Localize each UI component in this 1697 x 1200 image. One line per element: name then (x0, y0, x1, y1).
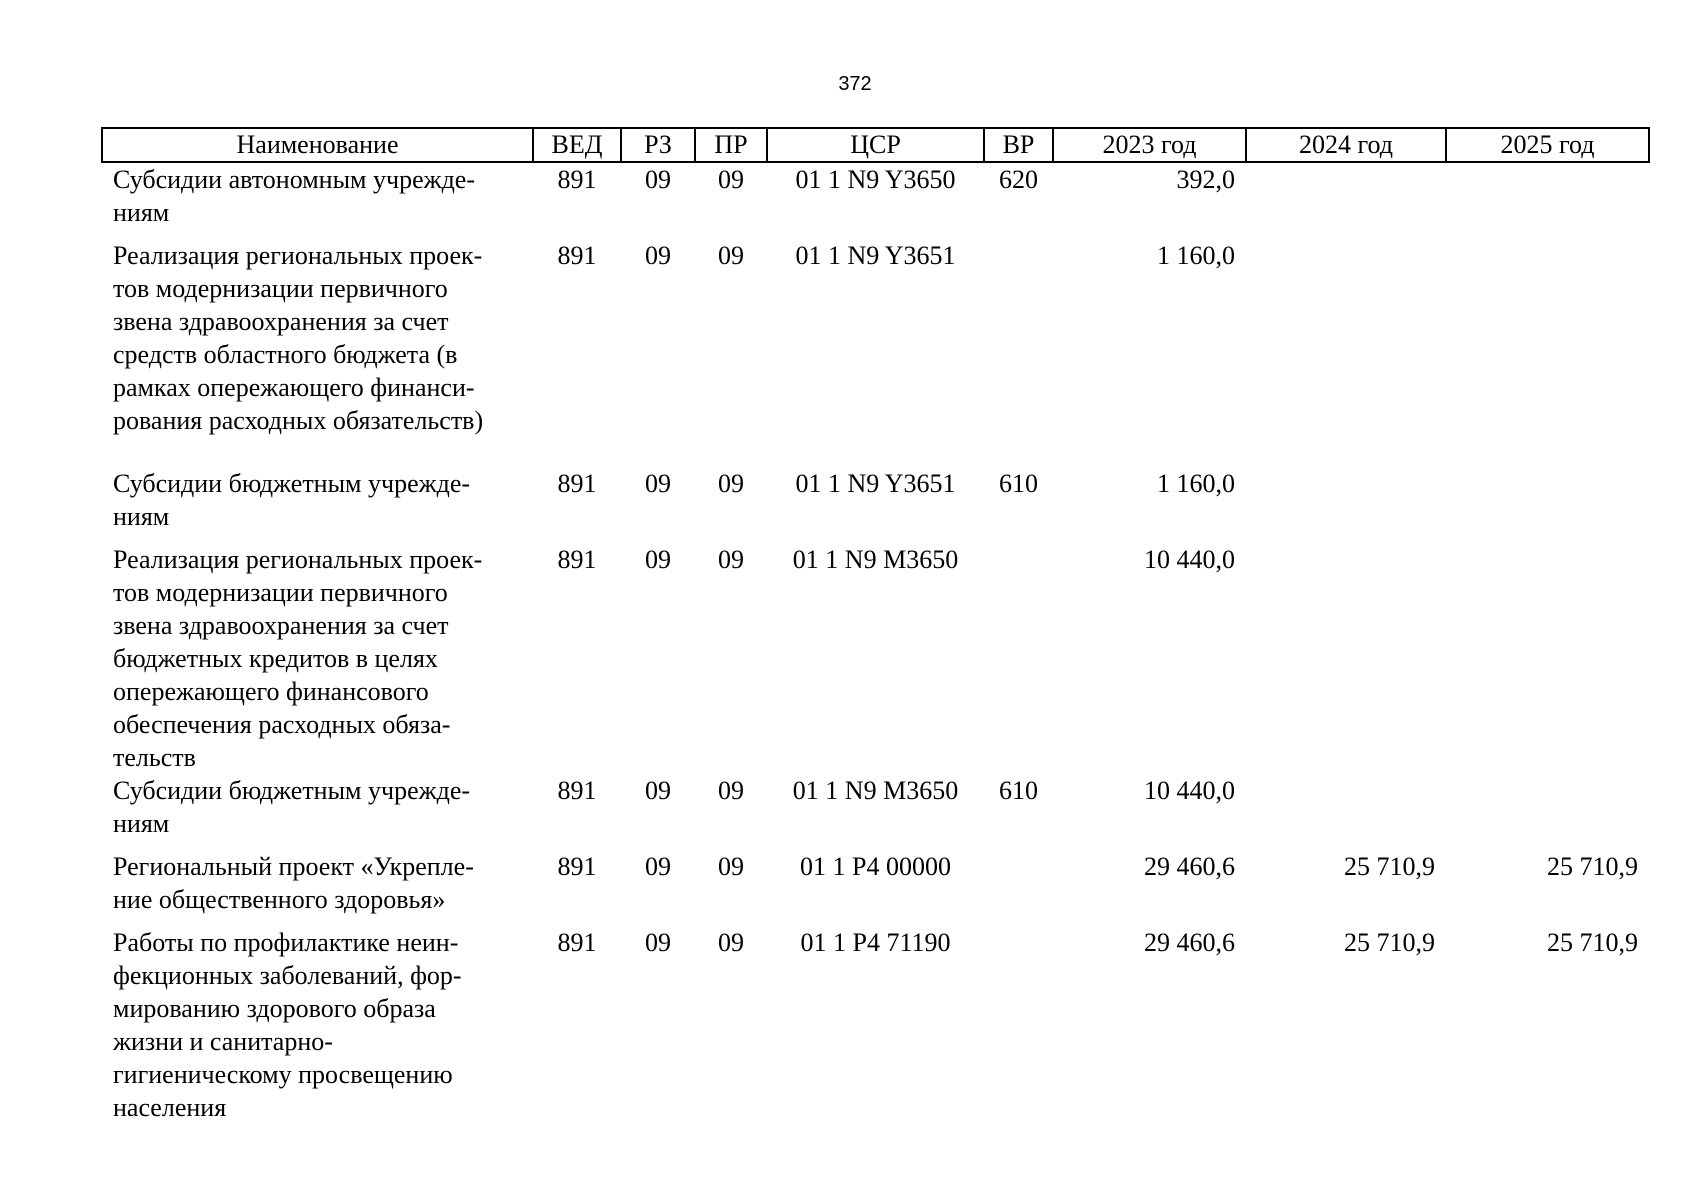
row-2025: 25 710,9 (1547, 928, 1638, 957)
row-2023: 1 160,0 (1157, 241, 1235, 270)
table-row (102, 850, 1649, 926)
row-vr: 610 (999, 776, 1038, 805)
row-rz: 09 (645, 469, 671, 498)
row-2025 (1446, 239, 1649, 467)
row-2023: 10 440,0 (1144, 776, 1235, 805)
row-2025: 25 710,9 (1547, 852, 1638, 881)
row-vr (984, 239, 1053, 467)
row-rz: 09 (645, 241, 671, 270)
row-name: Субсидии автономным учрежде- ниям (113, 165, 475, 227)
row-csr: 01 1 N9 Y3650 (795, 165, 956, 194)
header-rz: РЗ (621, 128, 695, 162)
row-2024 (1246, 162, 1446, 239)
row-csr: 01 1 P4 00000 (800, 852, 951, 881)
row-pr: 09 (718, 852, 744, 881)
row-2024: 25 710,9 (1344, 852, 1435, 881)
row-2023: 392,0 (1176, 165, 1235, 194)
row-2024 (1246, 774, 1446, 850)
row-vr: 620 (999, 165, 1038, 194)
row-name: Реализация региональных проек- тов модернизации первичного звена здравоохранения за счет средств областного бюджета (в рамках опережающего финанси- рования расходных обязательств) (113, 241, 484, 435)
header-vr: ВР (984, 128, 1053, 162)
row-ved: 891 (557, 852, 597, 881)
row-2023: 10 440,0 (1144, 545, 1235, 574)
row-2023: 29 460,6 (1144, 928, 1235, 957)
row-name: Региональный проект «Укрепле- ние общественного здоровья» (113, 852, 474, 914)
table-row (102, 774, 1649, 850)
row-2024 (1246, 543, 1446, 774)
row-2025 (1446, 543, 1649, 774)
row-ved: 891 (557, 776, 597, 805)
header-pr: ПР (695, 128, 767, 162)
row-csr: 01 1 N9 M3650 (792, 776, 959, 805)
row-csr: 01 1 N9 Y3651 (795, 469, 956, 498)
table-row (102, 543, 1649, 774)
row-vr (984, 926, 1053, 1124)
table-header-row (102, 128, 1649, 162)
row-vr: 610 (999, 469, 1038, 498)
table-row (102, 926, 1649, 1124)
row-ved: 891 (557, 928, 597, 957)
row-ved: 891 (557, 545, 597, 574)
row-ved: 891 (557, 241, 597, 270)
header-2025: 2025 год (1446, 128, 1649, 162)
row-csr: 01 1 P4 71190 (800, 928, 951, 957)
row-name: Реализация региональных проек- тов модернизации первичного звена здравоохранения за счет бюджетных кредитов в целях опережающего финансового обеспечения расходных обяза- тельств (113, 545, 483, 772)
table-row (102, 162, 1649, 239)
row-csr: 01 1 N9 Y3651 (795, 241, 956, 270)
row-pr: 09 (718, 241, 744, 270)
row-pr: 09 (718, 928, 744, 957)
header-ved: ВЕД (533, 128, 621, 162)
row-rz: 09 (645, 852, 671, 881)
row-2024: 25 710,9 (1344, 928, 1435, 957)
page-number: 372 (838, 73, 872, 95)
row-ved: 891 (557, 165, 597, 194)
row-vr (984, 850, 1053, 926)
row-pr: 09 (718, 165, 744, 194)
row-2025 (1446, 774, 1649, 850)
budget-table (101, 127, 1650, 1124)
row-rz: 09 (645, 776, 671, 805)
row-ved: 891 (557, 469, 597, 498)
row-name: Работы по профилактике неин- фекционных заболеваний, фор- мированию здорового образа жизни и санитарно- гигиеническому просвещению населения (113, 928, 462, 1122)
row-name: Субсидии бюджетным учрежде- ниям (113, 776, 471, 838)
row-vr (984, 543, 1053, 774)
table-row (102, 239, 1649, 467)
header-csr: ЦСР (767, 128, 984, 162)
row-pr: 09 (718, 469, 744, 498)
header-2024: 2024 год (1246, 128, 1446, 162)
row-rz: 09 (645, 545, 671, 574)
row-rz: 09 (645, 928, 671, 957)
row-name: Субсидии бюджетным учрежде- ниям (113, 469, 471, 531)
row-pr: 09 (718, 776, 744, 805)
row-rz: 09 (645, 165, 671, 194)
header-2023: 2023 год (1053, 128, 1246, 162)
row-2025 (1446, 467, 1649, 543)
row-2024 (1246, 467, 1446, 543)
row-2023: 29 460,6 (1144, 852, 1235, 881)
row-pr: 09 (718, 545, 744, 574)
row-2024 (1246, 239, 1446, 467)
row-2025 (1446, 162, 1649, 239)
table-row (102, 467, 1649, 543)
row-csr: 01 1 N9 M3650 (792, 545, 959, 574)
header-name: Наименование (102, 128, 533, 162)
row-2023: 1 160,0 (1157, 469, 1235, 498)
